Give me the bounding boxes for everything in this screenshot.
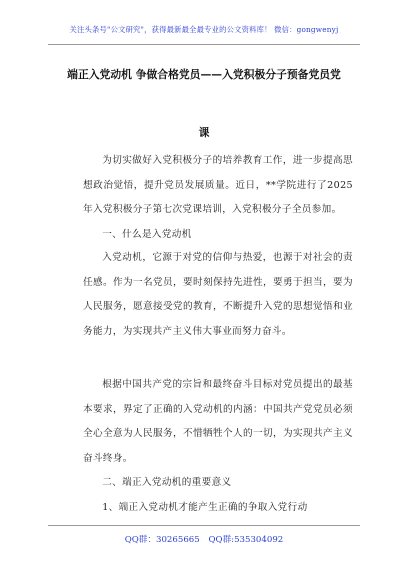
footer-qq-group-2: QQ群:535304092 (208, 535, 284, 545)
document-title-line-1: 端正入党动机 争做合格党员——入党积极分子预备党员党 (67, 68, 341, 81)
body-section-intro (83, 149, 353, 247)
section-heading-2: 二、端正入党动机的重要意义 (102, 477, 232, 489)
paragraph-motive-connotation: 根据中国共产党的宗旨和最终奋斗目标对党员提出的最基本要求，界定了正确的入党动机的内涵：中国共产党党员必须全心全意为人民服务，不惜牺牲个人的一切，为实现共产主义奋斗终身。 (83, 379, 353, 464)
subsection-heading-2-1: 1、端正入党动机才能产生正确的争取入党行动 (102, 501, 308, 513)
body-section-2 (83, 373, 353, 521)
section-heading-1: 一、什么是入党动机 (102, 228, 192, 240)
header-note: 关注头条号"公文研究"，获得最新最全最专业的公文资料库！ 微信：gongwenyj (69, 25, 339, 34)
body-section-1 (83, 246, 353, 344)
document-title-line-2: 课 (198, 126, 210, 139)
footer-divider (48, 525, 360, 526)
paragraph-motive-definition: 入党动机，它源于对党的信仰与热爱，也源于对社会的责任感。作为一名党员，要时刻保持先进性，要勇于担当，要为人民服务，愿意接受党的教育，不断提升入党的思想觉悟和业务能力，为实现共产主义伟大事业而努力奋斗。 (83, 252, 353, 337)
footer-qq-group-1: QQ群：30265665 (124, 535, 200, 545)
footer-note (0, 533, 408, 545)
paragraph-intro: 为切实做好入党积极分子的培养教育工作，进一步提高思想政治觉悟，提升党员发展质量。近日，**学院进行了2025年入党积极分子第七次党课培训，入党积极分子全员参加。 (83, 155, 353, 216)
header-divider (48, 44, 360, 45)
